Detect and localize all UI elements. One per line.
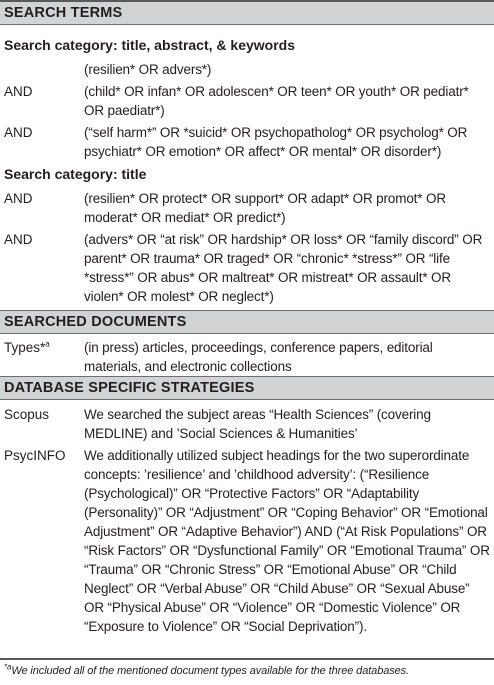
footnote [4, 664, 492, 678]
section-header-searched-documents: SEARCHED DOCUMENTS [0, 311, 494, 333]
row-text: We additionally utilized subject headings for the two superordinate concepts: ’resilience’ and ’childhood adversity’: (“Resilience (Psychological)” OR “Protective Factors” OR “Adaptability (Personality)” OR “Adjustment” OR “Coping Behavior” OR “Emotional Adjustment” OR “Adaptive Behavior”) AND (“At Risk Populations” OR “Risk Factors” OR “Dysfunctional Family” OR “Emotional Trauma” OR “Trauma” OR “Chronic Stress” OR “Emotional Abuse” OR “Child Neglect” OR “Verbal Abuse” OR “Child Abuse” OR “Sexual Abuse” OR “Physical Abuse” OR “Violence” OR “Domestic Violence” OR “Exposure to Violence” OR “Social Deprivation”). [84, 448, 490, 634]
row-label: AND [4, 84, 33, 99]
row-text: (in press) articles, proceedings, conference papers, editorial materials, and electronic collections [84, 340, 433, 374]
divider [0, 333, 494, 334]
row-text: (child* OR infan* OR adolescen* OR teen* OR youth* OR pediatr* OR paediatr*) [84, 84, 469, 118]
row-label: AND [4, 232, 33, 247]
category-title: Search category: title [4, 166, 147, 182]
section-header-search-terms: SEARCH TERMS [0, 2, 494, 24]
row-text: We searched the subject areas “Health Sciences” (covering MEDLINE) and ’Social Sciences & Humanities’ [84, 407, 431, 441]
row-label: AND [4, 125, 33, 140]
footnote-marker: a [45, 339, 50, 349]
divider [0, 399, 494, 400]
table-bottom-rule [0, 658, 494, 660]
row-label-psycinfo: PsycINFO [4, 448, 66, 463]
footnote-marker: *a [4, 662, 12, 672]
types-label-text: Types* [4, 340, 46, 355]
row-label-scopus: Scopus [4, 407, 50, 422]
row-label: AND [4, 191, 33, 206]
row-label-types [4, 338, 80, 357]
category-title-abstract-keywords: Search category: title, abstract, & keywords [4, 37, 295, 53]
divider [0, 24, 494, 25]
row-text: (resilien* OR advers*) [84, 62, 212, 77]
row-text: (resilien* OR protect* OR support* OR adapt* OR promot* OR moderat* OR mediat* OR predict*) [84, 191, 446, 225]
footnote-text: We included all of the mentioned document types available for the three databases. [11, 665, 410, 677]
section-header-database-strategies: DATABASE SPECIFIC STRATEGIES [0, 377, 494, 399]
row-text: (advers* OR “at risk” OR hardship* OR loss* OR “family discord” OR parent* OR trauma* OR traged* OR “chronic* *stress*” OR “life *stress*” OR abus* OR maltreat* OR mistreat* OR assault* OR violen* OR molest* OR neglect*) [84, 232, 483, 304]
row-text: (“self harm*” OR *suicid* OR psychopatholog* OR psycholog* OR psychiatr* OR emotion* OR affect* OR mental* OR disorder*) [84, 125, 468, 159]
